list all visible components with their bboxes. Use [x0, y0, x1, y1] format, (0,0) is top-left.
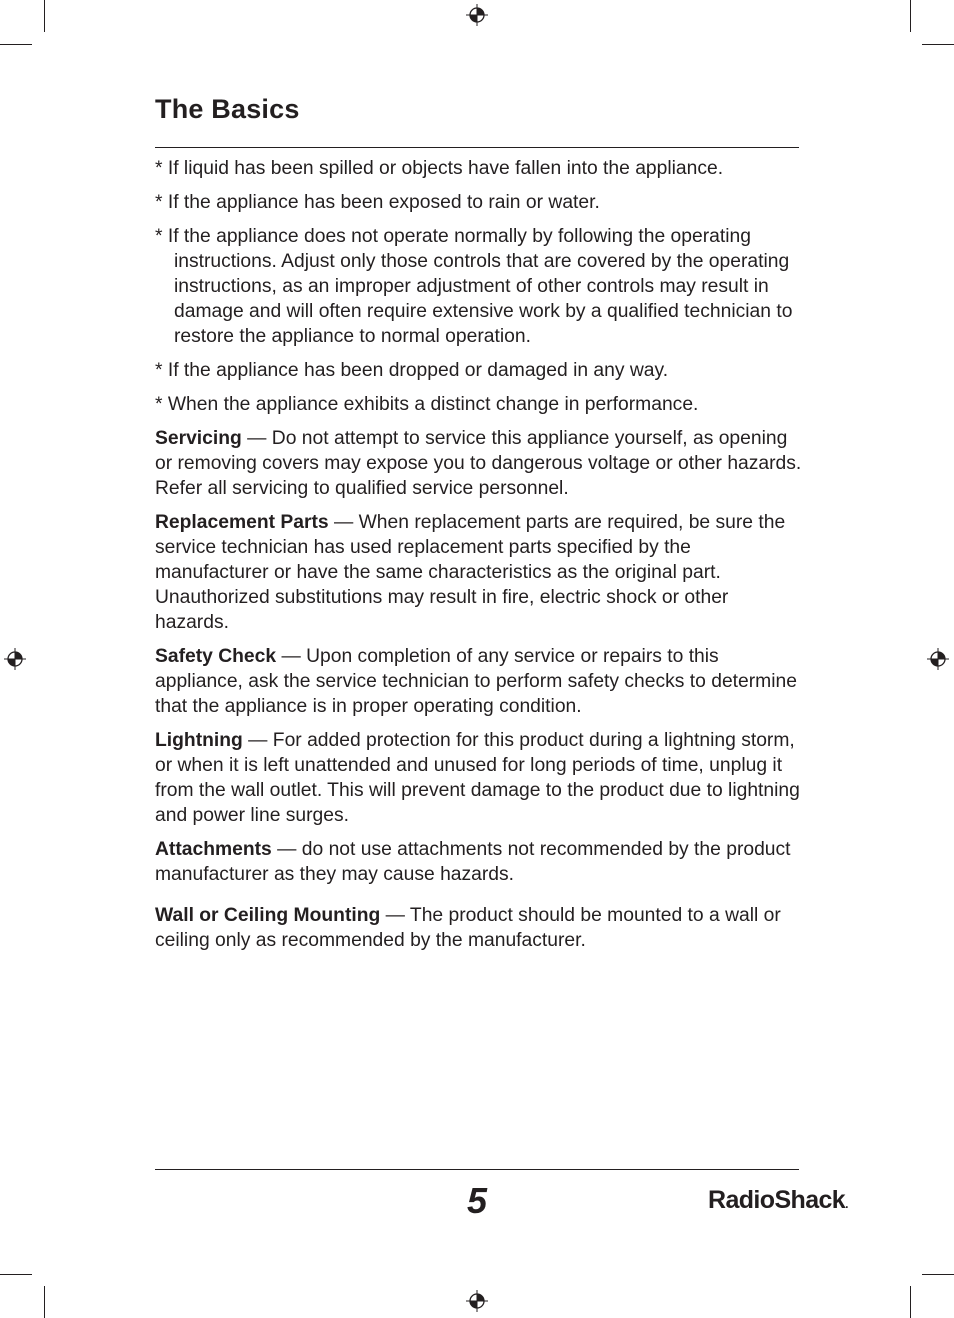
main-content	[155, 156, 805, 962]
section-heading: Attachments	[155, 839, 272, 860]
section-attachments	[155, 837, 805, 887]
bullet-item: * If the appliance does not operate normally by following the operating instructions. Adjust only those controls that are covered by the operating instructions, as an improper adjustment of other controls may result in damage and will often require extensive work by a qualified technician to restore the appliance to normal operation.	[155, 226, 793, 347]
crop-mark-top-left-h	[0, 44, 32, 45]
header-divider	[155, 147, 799, 148]
section-text: — do not use attachments not recommended by the product manufacturer as they may cause hazards.	[155, 839, 791, 885]
section-safety-check	[155, 644, 805, 719]
crop-mark-bottom-left-h	[0, 1274, 32, 1275]
bullet-item: * When the appliance exhibits a distinct change in performance.	[155, 394, 699, 415]
brand-logo	[708, 1186, 848, 1215]
section-text: — When replacement parts are required, be sure the service technician has used replacement parts specified by the manufacturer or have the same characteristics as the original part. Unauthorized substitutions may result in fire, electric shock or other hazards.	[155, 512, 786, 633]
bullet-item: * If liquid has been spilled or objects have fallen into the appliance.	[155, 158, 724, 179]
registration-mark-icon	[466, 4, 488, 26]
crop-mark-bottom-right-h	[922, 1274, 954, 1275]
section-heading: Servicing	[155, 428, 242, 449]
registration-mark-icon	[4, 648, 26, 670]
section-text: — Do not attempt to service this appliance yourself, as opening or removing covers may expose you to dangerous voltage or other hazards. Refer all servicing to qualified service personnel.	[155, 428, 802, 499]
brand-name: RadioShack	[708, 1186, 846, 1214]
section-text: — Upon completion of any service or repairs to this appliance, ask the service technician to perform safety checks to determine that the appliance is in proper operating condition.	[155, 646, 797, 717]
registration-mark-icon	[927, 648, 949, 670]
section-servicing	[155, 426, 805, 501]
section-wall-ceiling-mounting	[155, 903, 805, 953]
section-heading: Replacement Parts	[155, 512, 329, 533]
crop-mark-bottom-left-v	[44, 1286, 45, 1318]
section-text: — The product should be mounted to a wall or ceiling only as recommended by the manufacturer.	[155, 905, 781, 951]
section-text: — For added protection for this product during a lightning storm, or when it is left unattended and unused for long periods of time, unplug it from the wall outlet. This will prevent damage to the product due to lightning and power line surges.	[155, 730, 800, 826]
crop-mark-top-right-v	[910, 0, 911, 32]
page-title: The Basics	[155, 94, 300, 124]
crop-mark-top-right-h	[922, 44, 954, 45]
section-heading: Safety Check	[155, 646, 277, 667]
section-heading: Lightning	[155, 730, 243, 751]
bullet-item: * If the appliance has been dropped or damaged in any way.	[155, 360, 669, 381]
crop-mark-top-left-v	[44, 0, 45, 32]
section-replacement-parts	[155, 510, 805, 635]
page-number: 5	[466, 1180, 488, 1221]
brand-suffix: .	[845, 1197, 848, 1211]
crop-mark-bottom-right-v	[910, 1286, 911, 1318]
registration-mark-icon	[466, 1290, 488, 1312]
bullet-item: * If the appliance has been exposed to rain or water.	[155, 192, 600, 213]
section-lightning	[155, 728, 805, 828]
footer-divider	[155, 1169, 799, 1170]
section-heading: Wall or Ceiling Mounting	[155, 905, 381, 926]
